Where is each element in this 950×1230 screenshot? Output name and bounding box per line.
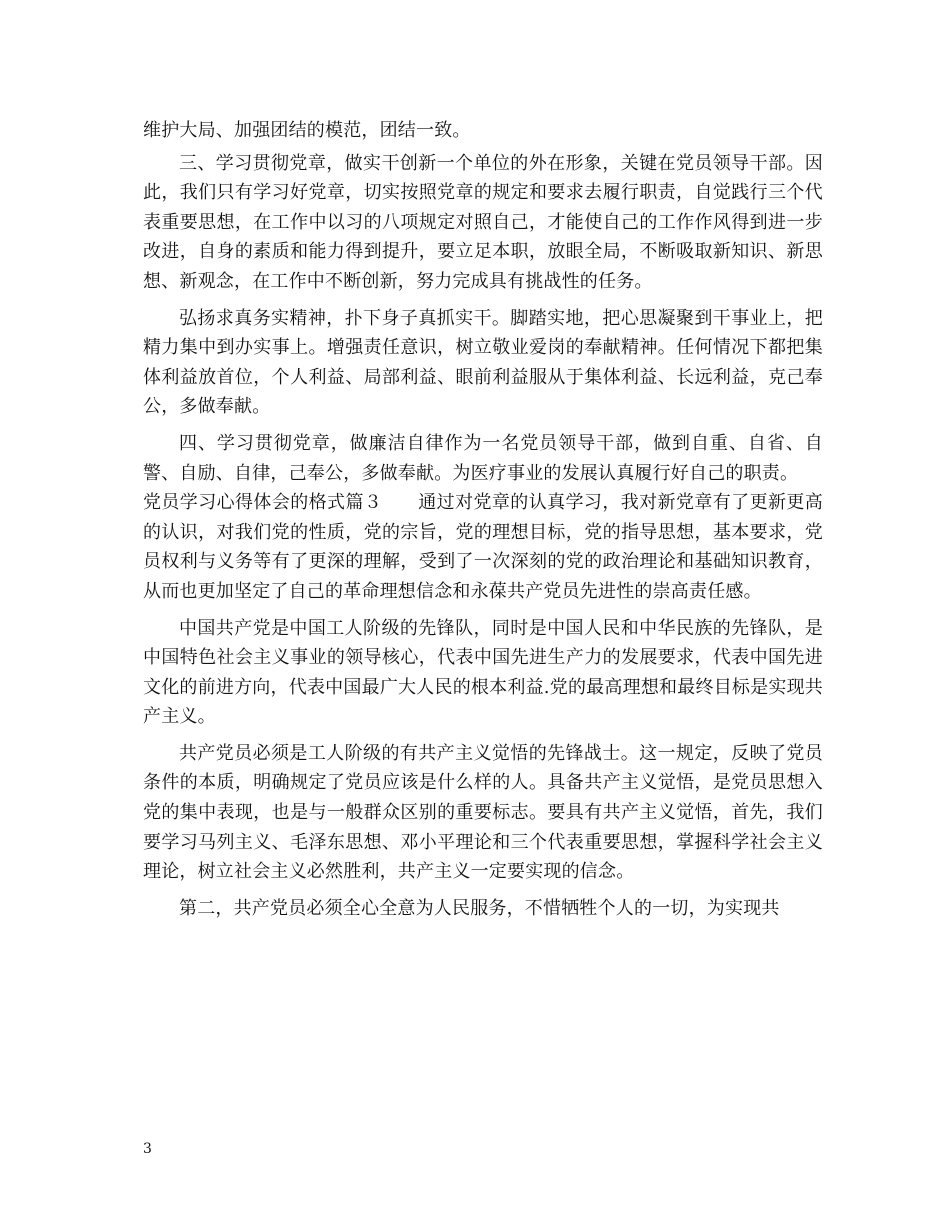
paragraph-section-four: 四、学习贯彻党章，做廉洁自律作为一名党员领导干部，做到自重、自省、自警、自励、自律，己奉公，多做奉献。为医疗事业的发展认真履行好自己的职责。 <box>143 432 823 484</box>
paragraph-member-requirements: 共产党员必须是工人阶级的有共产主义觉悟的先锋战士。这一规定，反映了党员条件的本质，明确规定了党员应该是什么样的人。具备共产主义觉悟，是党员思想入党的集中表现，也是与一般群众区别的重要标志。要具有共产主义觉悟，首先，我们要学习马列主义、毛泽东思想、邓小平理论和三个代表重要思想，掌握科学社会主义理论，树立社会主义必然胜利，共产主义一定要实现的信念。 <box>143 742 823 883</box>
paragraph-party-definition: 中国共产党是中国工人阶级的先锋队，同时是中国人民和中华民族的先锋队，是中国特色社会主义事业的领导核心，代表中国先进生产力的发展要求，代表中国先进文化的前进方向，代表中国最广大人民的根本利益.党的最高理想和最终目标是实现共产主义。 <box>143 617 823 728</box>
document-body <box>143 116 823 923</box>
paragraph-continuation: 维护大局、加强团结的模范，团结一致。 <box>143 120 471 141</box>
paragraph-section-heading <box>143 488 823 606</box>
paragraph-section-three: 三、学习贯彻党章，做实干创新一个单位的外在形象，关键在党员领导干部。因此，我们只有学习好党章，切实按照党章的规定和要求去履行职责，自觉践行三个代表重要思想，在工作中以习的八项规定对照自己，才能使自己的工作作风得到进一步改进，自身的素质和能力得到提升，要立足本职，放眼全局，不断吸取新知识、新思想、新观念，在工作中不断创新，努力完成具有挑战性的任务。 <box>143 152 823 292</box>
page-number: 3 <box>143 1141 152 1157</box>
paragraph-serve-people: 第二，共产党员必须全心全意为人民服务，不惜牺牲个人的一切，为实现共 <box>179 897 780 919</box>
section-intro-text: 通过对党章的认真学习，我对新党章有了更新更高的认识，对我们党的性质，党的宗旨，党的理想目标，党的指导思想，基本要求，党员权利与义务等有了更深的理解，受到了一次深刻的党的政治理论和基础知识教育，从而也更加坚定了自己的革命理想信念和永葆共产党员先进性的崇高责任感。 <box>143 492 823 602</box>
paragraph-pragmatic-spirit: 弘扬求真务实精神，扑下身子真抓实干。脚踏实地，把心思凝聚到干事业上，把精力集中到办实事上。增强责任意识，树立敬业爱岗的奉献精神。任何情况下都把集体利益放首位，个人利益、局部利益、眼前利益服从于集体利益、长远利益，克己奉公，多做奉献。 <box>143 307 823 418</box>
section-heading: 党员学习心得体会的格式篇３ <box>143 492 383 514</box>
